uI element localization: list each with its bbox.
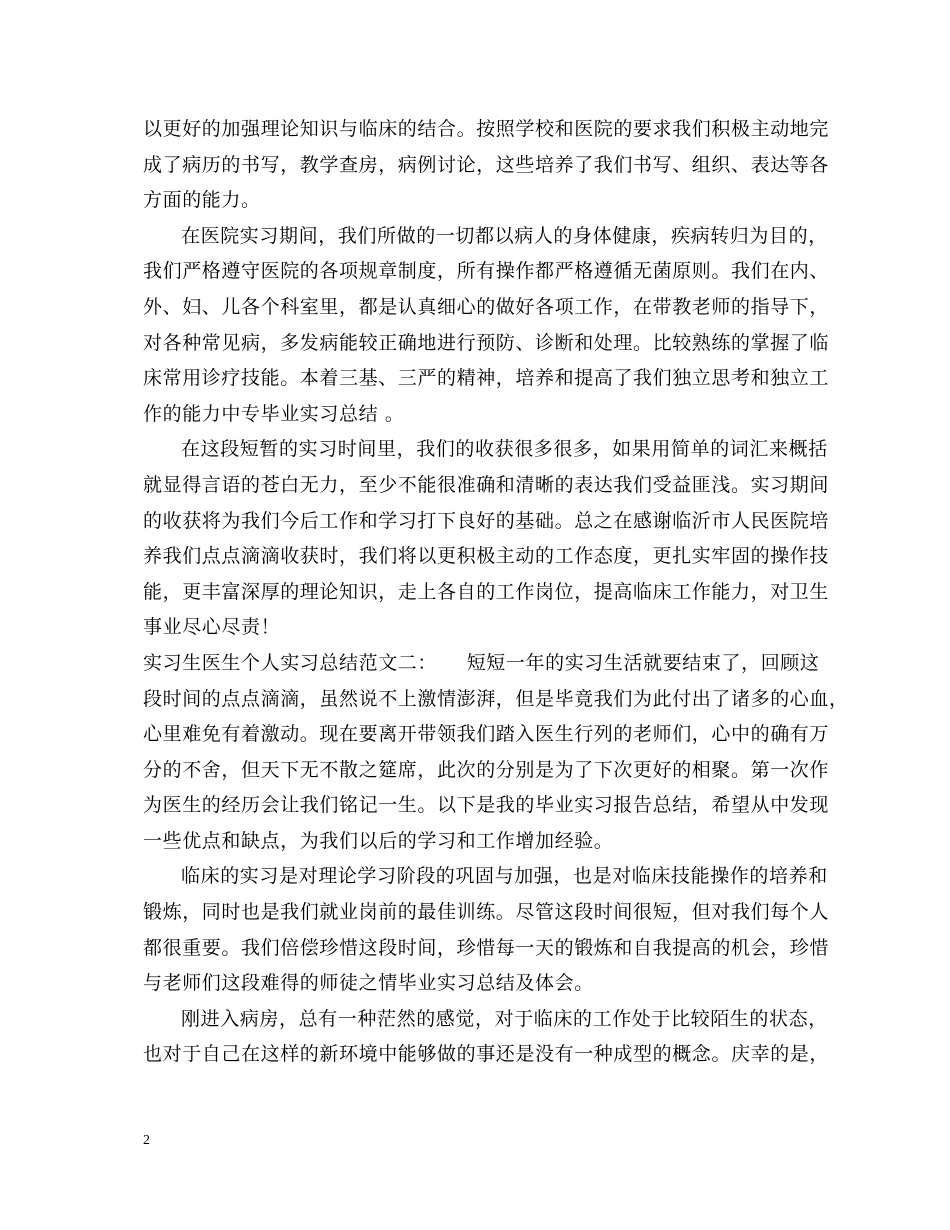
text-line: 锻炼，同时也是我们就业岗前的最佳训练。尽管这段时间很短，但对我们每个人 bbox=[143, 901, 830, 924]
text-line: 对各种常见病，多发病能较正确地进行预防、诊断和处理。比较熟练的掌握了临 bbox=[143, 331, 830, 354]
text-line: 在这段短暂的实习时间里，我们的收获很多很多，如果用简单的词汇来概括 bbox=[181, 438, 828, 461]
text-line: 一些优点和缺点，为我们以后的学习和工作增加经验。 bbox=[143, 829, 614, 852]
text-line: 刚进入病房，总有一种茫然的感觉，对于临床的工作处于比较陌生的状态， bbox=[181, 1007, 828, 1030]
text-line: 临床的实习是对理论学习阶段的巩固与加强，也是对临床技能操作的培养和 bbox=[181, 865, 828, 888]
text-line: 养我们点点滴滴收获时，我们将以更积极主动的工作态度，更扎实牢固的操作技 bbox=[143, 545, 830, 568]
body-text bbox=[143, 112, 849, 1073]
text-line: 方面的能力。 bbox=[143, 189, 261, 212]
text-line: 为医生的经历会让我们铭记一生。以下是我的毕业实习报告总结，希望从中发现 bbox=[143, 794, 830, 817]
text-line: 心里难免有着激动。现在要离开带领我们踏入医生行列的老师们，心中的确有万 bbox=[143, 723, 830, 746]
text-line: 能，更丰富深厚的理论知识，走上各自的工作岗位，提高临床工作能力，对卫生 bbox=[143, 580, 830, 603]
text-line: 事业尽心尽责！ bbox=[143, 616, 281, 639]
page-number: 2 bbox=[143, 1133, 150, 1148]
text-line: 成了病历的书写，教学查房，病例讨论，这些培养了我们书写、组织、表达等各 bbox=[143, 153, 830, 176]
text-line: 分的不舍，但天下无不散之筵席，此次的分别是为了下次更好的相聚。第一次作 bbox=[143, 758, 830, 781]
text-line: 就显得言语的苍白无力，至少不能很准确和清晰的表达我们受益匪浅。实习期间 bbox=[143, 473, 830, 496]
text-line: 实习生医生个人实习总结范文二： 短短一年的实习生活就要结束了，回顾这 bbox=[143, 651, 820, 674]
text-line: 的收获将为我们今后工作和学习打下良好的基础。总之在感谢临沂市人民医院培 bbox=[143, 509, 830, 532]
text-line: 我们严格遵守医院的各项规章制度，所有操作都严格遵循无菌原则。我们在内、 bbox=[143, 260, 830, 283]
text-line: 外、妇、儿各个科室里，都是认真细心的做好各项工作，在带教老师的指导下， bbox=[143, 295, 830, 318]
text-line: 在医院实习期间，我们所做的一切都以病人的身体健康，疾病转归为目的， bbox=[181, 224, 828, 247]
text-line: 也对于自己在这样的新环境中能够做的事还是没有一种成型的概念。庆幸的是， bbox=[143, 1043, 830, 1066]
text-line: 都很重要。我们倍偿珍惜这段时间，珍惜每一天的锻炼和自我提高的机会，珍惜 bbox=[143, 936, 830, 959]
text-line: 以更好的加强理论知识与临床的结合。按照学校和医院的要求我们积极主动地完 bbox=[143, 118, 830, 140]
text-line: 床常用诊疗技能。本着三基、三严的精神，培养和提高了我们独立思考和独立工 bbox=[143, 367, 830, 390]
text-line: 段时间的点点滴滴，虽然说不上激情澎湃，但是毕竟我们为此付出了诸多的心血， bbox=[143, 687, 849, 710]
text-line: 与老师们这段难得的师徒之情毕业实习总结及体会。 bbox=[143, 972, 594, 995]
text-line: 作的能力中专毕业实习总结 。 bbox=[143, 402, 405, 425]
